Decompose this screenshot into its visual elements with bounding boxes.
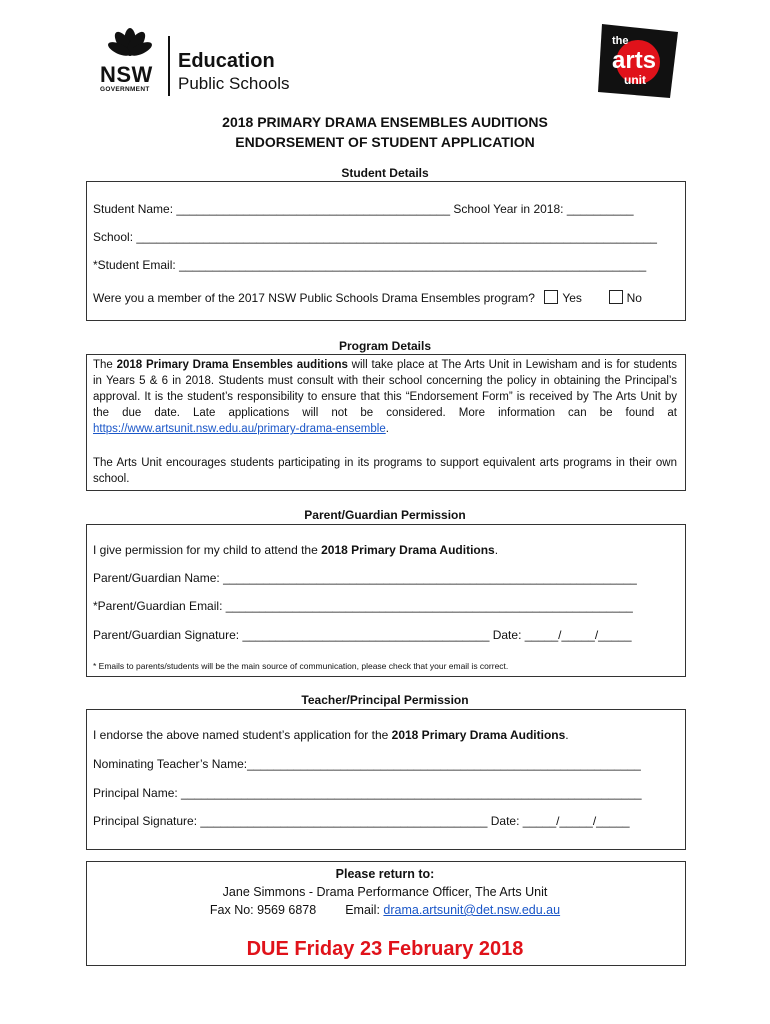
program-text-b: will take place at The Arts Unit in Lewisham and is for students in Years 5 & 6 in 2018. Students must consult with their school concerning the policy in obtaining the Principal’s approval. It is the student’s responsibility to ensure that this “Endorsement Form” is received by The Arts Unit by the due date. Late applications will not be considered. More information can be found at: [93, 359, 678, 419]
svg-text:unit: unit: [624, 73, 646, 87]
return-email-link[interactable]: drama.artsunit@det.nsw.edu.au: [383, 903, 561, 917]
parent-date-field[interactable]: _____/_____/_____: [524, 628, 632, 642]
principal-name-label: Principal Name:: [93, 786, 178, 800]
arts-unit-logo-graphic: [598, 22, 680, 100]
member-yes-label: Yes: [562, 291, 582, 305]
parent-permission-statement: [93, 543, 498, 557]
student-email-label: *Student Email:: [93, 258, 176, 272]
endorse-statement: [93, 728, 569, 742]
parent-signature-label: Parent/Guardian Signature:: [93, 628, 240, 642]
student-email-row: [93, 258, 646, 272]
form-title-line2: ENDORSEMENT OF STUDENT APPLICATION: [235, 134, 535, 150]
program-details-heading: Program Details: [338, 339, 432, 353]
parent-name-label: Parent/Guardian Name:: [93, 571, 220, 585]
program-paragraph-1: [93, 357, 677, 437]
endorse-text: I endorse the above named student’s application for the: [93, 728, 392, 742]
parent-email-label: *Parent/Guardian Email:: [93, 599, 223, 613]
school-year-field[interactable]: __________: [566, 202, 634, 216]
program-info-link[interactable]: https://www.artsunit.nsw.edu.au/primary-drama-ensemble: [93, 423, 386, 435]
program-text-bold: 2018 Primary Drama Ensembles auditions: [116, 359, 348, 371]
school-field[interactable]: ______________________________________________________________________________: [136, 230, 657, 244]
principal-date-label: Date:: [490, 814, 520, 828]
student-details-heading: Student Details: [341, 166, 429, 180]
form-title-line1: 2018 PRIMARY DRAMA ENSEMBLES AUDITIONS: [222, 114, 548, 130]
program-paragraph-2: The Arts Unit encourages students participating in its programs to support equivalent arts programs in their own school.: [93, 457, 677, 485]
principal-signature-field[interactable]: ___________________________________________: [200, 814, 488, 828]
school-row: [93, 230, 657, 244]
teacher-name-field[interactable]: ___________________________________________________________: [247, 757, 641, 771]
member-question-row: [93, 290, 642, 305]
parent-perm-text: I give permission for my child to attend the: [93, 543, 322, 557]
nsw-wordmark: NSW: [100, 62, 153, 87]
endorse-end: .: [565, 728, 569, 742]
nsw-education-logo: [98, 28, 338, 98]
parent-date-label: Date:: [492, 628, 522, 642]
teacher-name-label: Nominating Teacher’s Name:: [93, 757, 248, 771]
logo-divider: [168, 36, 170, 96]
member-yes-checkbox[interactable]: [544, 290, 558, 304]
endorse-bold: 2018 Primary Drama Auditions: [391, 728, 566, 742]
return-fax: Fax No: 9569 6878: [209, 903, 317, 917]
school-label: School:: [93, 230, 134, 244]
student-name-field[interactable]: _________________________________________: [176, 202, 451, 216]
program-text-a: The: [93, 359, 117, 371]
student-name-row: [93, 202, 634, 216]
email-note: * Emails to parents/students will be the main source of communication, please check that your email is correct.: [93, 661, 509, 671]
member-question: Were you a member of the 2017 NSW Public Schools Drama Ensembles program?: [93, 291, 535, 305]
school-year-label: School Year in 2018:: [453, 202, 564, 216]
parent-perm-end: .: [494, 543, 499, 557]
principal-date-field[interactable]: _____/_____/_____: [522, 814, 630, 828]
nsw-government-label: GOVERNMENT: [100, 86, 150, 93]
principal-name-field[interactable]: _____________________________________________________________________: [181, 786, 642, 800]
waratah-icon: [100, 24, 160, 60]
parent-permission-heading: Parent/Guardian Permission: [304, 508, 466, 522]
parent-perm-bold: 2018 Primary Drama Auditions: [321, 543, 495, 557]
member-no-checkbox[interactable]: [609, 290, 623, 304]
parent-signature-row: [93, 628, 632, 642]
teacher-name-row: [93, 757, 641, 771]
member-no-label: No: [626, 291, 642, 305]
education-title: Education: [178, 50, 275, 72]
education-subtitle: Public Schools: [178, 74, 290, 93]
return-email-label: Email:: [345, 903, 380, 917]
svg-text:the: the: [612, 35, 629, 47]
program-text-end: .: [385, 423, 389, 435]
parent-signature-field[interactable]: _____________________________________: [242, 628, 490, 642]
arts-unit-logo: [598, 22, 680, 100]
return-heading: Please return to:: [335, 867, 435, 881]
due-date: DUE Friday 23 February 2018: [246, 938, 524, 960]
teacher-permission-heading: Teacher/Principal Permission: [301, 693, 469, 707]
principal-signature-label: Principal Signature:: [93, 814, 198, 828]
parent-name-field[interactable]: ______________________________________________________________: [223, 571, 637, 585]
student-name-label: Student Name:: [93, 202, 174, 216]
student-email-field[interactable]: ______________________________________________________________________: [179, 258, 647, 272]
return-fax-email-row: [0, 903, 770, 917]
svg-text:arts: arts: [612, 47, 657, 74]
parent-email-row: [93, 599, 633, 613]
return-contact: Jane Simmons - Drama Performance Officer, The Arts Unit: [222, 885, 548, 899]
parent-email-field[interactable]: _____________________________________________________________: [225, 599, 633, 613]
principal-signature-row: [93, 814, 630, 828]
principal-name-row: [93, 786, 642, 800]
parent-name-row: [93, 571, 637, 585]
